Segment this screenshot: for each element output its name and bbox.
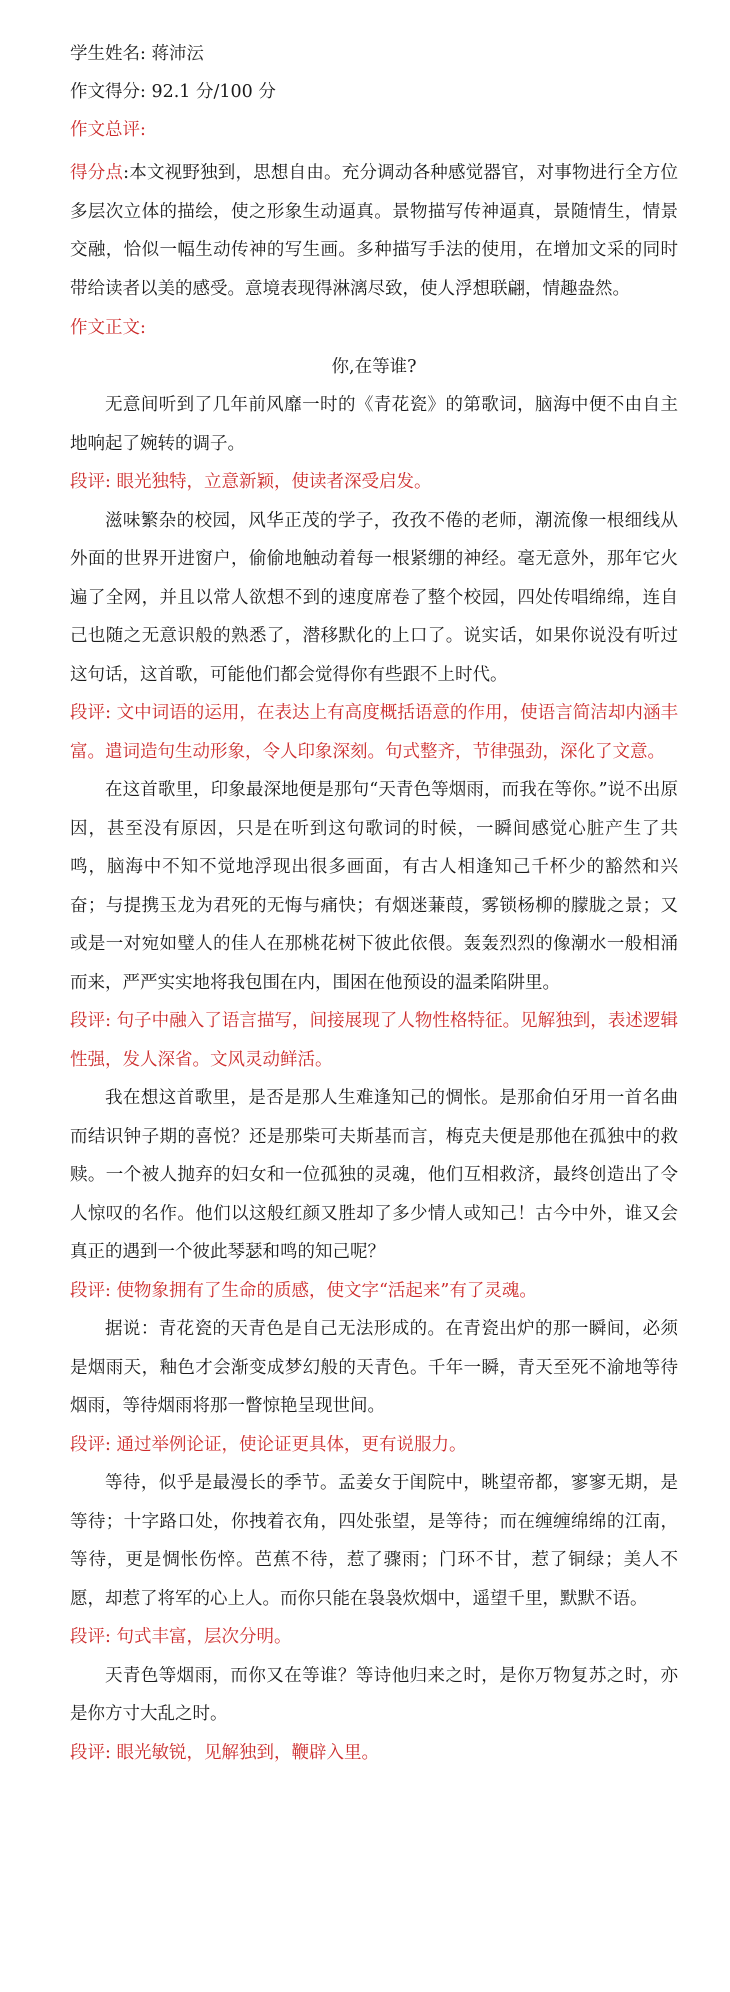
essay-paragraph-4: 我在想这首歌里，是否是那人生难逢知己的惆怅。是那俞伯牙用一首名曲而结识钟子期的喜悦？还是那柴可夫斯基而言，梅克夫便是那他在孤独中的救赎。一个被人抛弃的妇女和一位孤独的灵魂，他们互相救济，最终创造出了令人惊叹的名作。他们以这般红颜又胜却了多少情人或知己！古今中外，谁又会真正的遇到一个彼此琴瑟和鸣的知己呢？ <box>70 1088 678 1262</box>
essay-paragraph-3: 在这首歌里，印象最深地便是那句“天青色等烟雨，而我在等你。”说不出原因，甚至没有原因，只是在听到这句歌词的时候，一瞬间感觉心脏产生了共鸣，脑海中不知不觉地浮现出很多画面，有古人相逢知己千杯少的豁然和兴奋；与提携玉龙为君死的无悔与痛快；有烟迷蒹葭，雾锁杨柳的朦胧之景；又或是一对宛如璧人的佳人在那桃花树下彼此依偎。轰轰烈烈的像潮水一般相涌而来，严严实实地将我包围在内，围困在他预设的温柔陷阱里。 <box>70 780 678 993</box>
essay-score: 作文得分: 92.1 分/100 分 <box>70 82 276 102</box>
paragraph-comment-7: 段评: 眼光敏锐，见解独到，鞭辟入里。 <box>70 1742 379 1763</box>
essay-paragraph-6: 等待，似乎是最漫长的季节。孟姜女于闺院中，眺望帝都，寥寥无期，是等待；十字路口处，你拽着衣角，四处张望，是等待；而在缠缠绵绵的江南，等待，更是惆怅伤悴。芭蕉不待，惹了骤雨；门环不甘，惹了铜绿；美人不愿，却惹了将军的心上人。而你只能在袅袅炊烟中，遥望千里，默默不语。 <box>70 1473 678 1609</box>
essay-paragraph-7: 天青色等烟雨，而你又在等谁？等诗他归来之时，是你万物复苏之时，亦是你方寸大乱之时。 <box>70 1665 678 1724</box>
student-name: 学生姓名: 蒋沛沄 <box>70 44 204 64</box>
essay-paragraph-1: 无意间听到了几年前风靡一时的《青花瓷》的第歌词，脑海中便不由自主地响起了婉转的调子。 <box>70 395 678 454</box>
overall-heading: 作文总评: <box>70 120 146 140</box>
paragraph-comment-1: 段评: 眼光独特，立意新颖，使读者深受启发。 <box>70 472 432 492</box>
overall-text: :本文视野独到，思想自由。充分调动各种感觉器官，对事物进行全方位多层次立体的描绘，使之形象生动逼真。景物描写传神逼真，景随情生，情景交融，恰似一幅生动传神的写生画。多种描写手法的使用，在增加文采的同时带给读者以美的感受。意境表现得淋漓尽致，使人浮想联翩，情趣盎然。 <box>70 163 679 299</box>
overall-comment <box>70 154 678 308</box>
essay-paragraph-2: 滋味繁杂的校园，风华正茂的学子，孜孜不倦的老师，潮流像一根细线从外面的世界开进窗户，偷偷地触动着每一根紧绷的神经。毫无意外，那年它火遍了全网，并且以常人欲想不到的速度席卷了整个校园，四处传唱绵绵，连自己也随之无意识般的熟悉了，潜移默化的上口了。说实话，如果你说没有听过这句话，这首歌，可能他们都会觉得你有些跟不上时代。 <box>70 510 678 685</box>
paragraph-comment-6: 段评: 句式丰富，层次分明。 <box>70 1627 292 1647</box>
paragraph-comment-5: 段评: 通过举例论证，使论证更具体，更有说服力。 <box>70 1434 467 1455</box>
overall-prefix: 得分点 <box>70 163 124 183</box>
essay-paragraph-5: 据说：青花瓷的天青色是自己无法形成的。在青瓷出炉的那一瞬间，必须是烟雨天，釉色才会渐变成梦幻般的天青色。千年一瞬，青天至死不渝地等待烟雨，等待烟雨将那一瞥惊艳呈现世间。 <box>70 1319 678 1416</box>
paragraph-comment-3: 段评: 句子中融入了语言描写，间接展现了人物性格特征。见解独到，表述逻辑性强，发人深省。文风灵动鲜活。 <box>70 1011 678 1070</box>
essay-title: 你,在等谁? <box>331 357 417 377</box>
paragraph-comment-2: 段评: 文中词语的运用，在表达上有高度概括语意的作用，使语言简洁却内涵丰富。遣词造句生动形象，令人印象深刻。句式整齐，节律强劲，深化了文意。 <box>70 703 678 762</box>
paragraph-comment-4: 段评: 使物象拥有了生命的质感，使文字“活起来”有了灵魂。 <box>70 1280 537 1301</box>
essay-heading: 作文正文: <box>70 318 146 338</box>
